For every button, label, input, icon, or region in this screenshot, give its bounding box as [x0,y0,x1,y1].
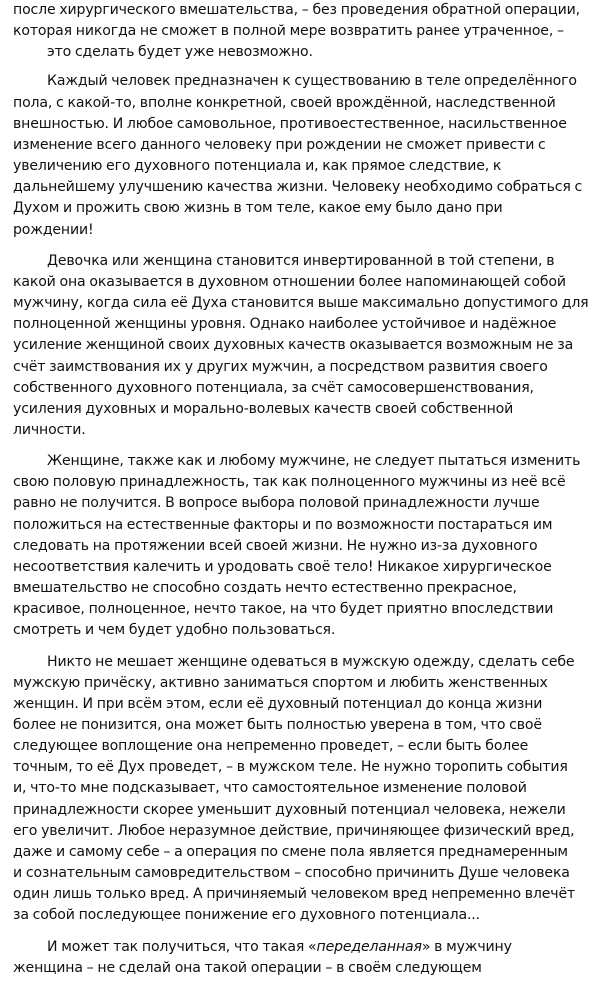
paragraph-continued [13,0,595,63]
paragraph-4: Никто не мешает женщине одеваться в мужскую одежду, сделать себе мужскую причёску, активно заниматься спортом и любить женственных женщин. И при всём этом, если её духовный потенциал до конца жизни более не понизится, она может быть полностью уверена в том, что своё следующее воплощение она непременно проведет, – если быть более точным, то её Дух проведет, – в мужском теле. Не нужно торопить события и, что-то мне подсказывает, что самостоятельное изменение половой принадлежности скорее уменьшит духовный потенциал человека, нежели его увеличит. Любое неразумное действие, причиняющее физический вред, даже и самому себе – а операция по смене пола является преднамеренным и сознательным самовредительством – способно причинить Душе человека один лишь только вред. А причиняемый человеком вред непременно влечёт за собой последующее понижение его духовного потенциала... [13,653,576,924]
paragraph-5-start: И может так получиться, что такая « [47,938,317,955]
paragraph-1: Каждый человек предназначен к существованию в теле определённого пола, с какой-то, вполне конкретной, своей врождённой, наследственной внешностью. И любое самовольное, противоестественное, насильственное изменение всего данного человеку при рождении не сможет привести с увеличению его духовного потенциала и, как прямое следствие, к дальнейшему улучшению качества жизни. Человеку необходимо собраться с Духом и прожить свою жизнь в том теле, какое ему было дано при рождении! [13,73,583,238]
paragraph-5 [13,937,595,979]
paragraph-3: Женщине, также как и любому мужчине, не следует пытаться изменить свою половую принадлежность, так как полноценного мужчины из неё всё равно не получится. В вопросе выбора половой принадлежности лучше положиться на естественные факторы и по возможности постараться им следовать на протяжении всей своей жизни. Не нужно из-за духовного несоответствия калечить и уродовать своё тело! Никакое хирургическое вмешательство не способно создать нечто естественно прекрасное, красивое, полноценное, нечто такое, на что будет приятно впоследствии смотреть и чем будет удобно пользоваться. [13,453,581,639]
italic-term: переделанная [316,938,422,955]
document-page [13,0,595,989]
paragraph-5-end: » в мужчину женщина – не сделай она такой операции – в своём следующем [13,938,512,976]
text-line: после хирургического вмешательства, – без проведения обратной операции, [13,2,580,18]
paragraph-2: Девочка или женщина становится инвертированной в той степени, в какой она оказывается в духовном отношении более напоминающей собой мужчину, когда сила её Духа становится выше максимально допустимого для полноценной женщины уровня. Однако наиболее устойчивое и надёжное усиление женщиной своих духовных качеств оказывается возможным не за счёт заимствования их у других мужчин, а посредством развития своего собственного духовного потенциала, за счёт самосовершенствования, усиления духовных и морально-волевых качеств своей собственной личности. [13,252,589,438]
text-line: это сделать будет уже невозможно. [47,44,313,61]
text-line: которая никогда не сможет в полной мере возвратить ранее утраченное, – [13,23,564,40]
